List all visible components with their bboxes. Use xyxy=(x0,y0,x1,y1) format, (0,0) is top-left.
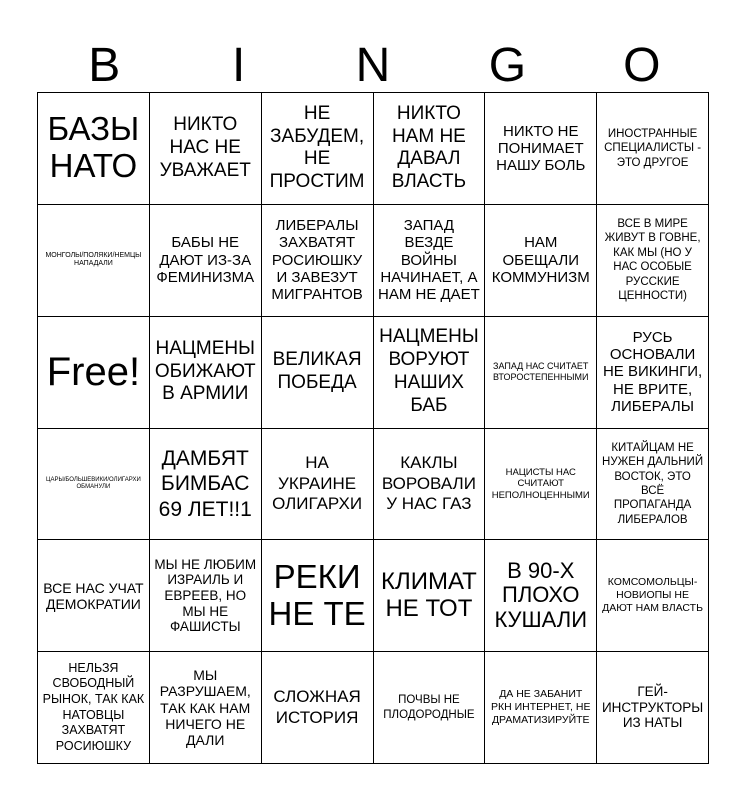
bingo-cell[interactable] xyxy=(597,540,709,652)
cell-text: КИТАЙЦАМ НЕ НУЖЕН ДАЛЬНИЙ ВОСТОК, ЭТО ВСЁ ПРОПАГАНДА ЛИБЕРАЛОВ xyxy=(602,441,704,526)
cell-text: СЛОЖНАЯ ИСТОРИЯ xyxy=(273,687,361,727)
header-letter-b: B xyxy=(88,39,121,92)
bingo-cell[interactable] xyxy=(485,93,597,205)
bingo-cell[interactable] xyxy=(374,93,486,205)
cell-text: КОМСОМОЛЬЦЫ-НОВИОПЫ НЕ ДАЮТ НАМ ВЛАСТЬ xyxy=(602,576,703,615)
bingo-cell[interactable] xyxy=(262,93,374,205)
bingo-cell[interactable] xyxy=(597,205,709,317)
cell-text: РЕКИ НЕ ТЕ xyxy=(268,557,366,632)
cell-text: ВСЕ НАС УЧАТ ДЕМОКРАТИИ xyxy=(43,579,144,612)
header-letter-i: I xyxy=(231,39,246,92)
bingo-cell[interactable] xyxy=(150,317,262,429)
bingo-cell-free[interactable] xyxy=(38,317,150,429)
cell-text: МОНГОЛЫ/ПОЛЯКИ/НЕМЦЫ НАПАДАЛИ xyxy=(45,251,142,268)
cell-text: КАКЛЫ ВОРОВАЛИ У НАС ГАЗ xyxy=(381,453,476,514)
bingo-cell[interactable] xyxy=(485,652,597,764)
header-letter-o: O xyxy=(623,39,661,92)
bingo-cell[interactable] xyxy=(150,93,262,205)
cell-text: МЫ РАЗРУШАЕМ, ТАК КАК НАМ НИЧЕГО НЕ ДАЛИ xyxy=(159,667,251,748)
bingo-cell[interactable] xyxy=(262,205,374,317)
bingo-cell[interactable] xyxy=(38,205,150,317)
cell-text: НИКТО НЕ ПОНИМАЕТ НАШУ БОЛЬ xyxy=(496,122,586,175)
cell-text: ЗАПАД НАС СЧИТАЕТ ВТОРОСТЕПЕННЫМИ xyxy=(493,361,589,383)
bingo-cell[interactable] xyxy=(485,205,597,317)
bingo-cell[interactable] xyxy=(374,205,486,317)
bingo-cell[interactable] xyxy=(374,317,486,429)
cell-text: НАМ ОБЕЩАЛИ КОММУНИЗМ xyxy=(491,234,590,286)
bingo-cell[interactable] xyxy=(150,540,262,652)
header-letter-g: G xyxy=(488,39,527,92)
bingo-cell[interactable] xyxy=(150,429,262,541)
cell-text: ПОЧВЫ НЕ ПЛОДОРОДНЫЕ xyxy=(383,694,475,721)
cell-text: НЕ ЗАБУДЕМ, НЕ ПРОСТИМ xyxy=(269,102,365,193)
bingo-header xyxy=(37,38,709,94)
cell-text: БАЗЫ НАТО xyxy=(47,110,140,185)
bingo-cell[interactable] xyxy=(374,540,486,652)
cell-text: НИКТО НАМ НЕ ДАВАЛ ВЛАСТЬ xyxy=(391,102,467,193)
bingo-cell[interactable] xyxy=(262,540,374,652)
cell-text: ВСЕ В МИРЕ ЖИВУТ В ГОВНЕ, КАК МЫ (НО У НАС ОСОБЫЕ РУССКИЕ ЦЕННОСТИ) xyxy=(604,218,701,302)
bingo-cell[interactable] xyxy=(262,429,374,541)
cell-text: НА УКРАИНЕ ОЛИГАРХИ xyxy=(272,453,363,514)
cell-text: МЫ НЕ ЛЮБИМ ИЗРАИЛЬ И ЕВРЕЕВ, НО МЫ НЕ ФАШИСТЫ xyxy=(154,556,257,635)
cell-text: ЛИБЕРАЛЫ ЗАХВАТЯТ РОСИЮШКУ И ЗАВЕЗУТ МИГРАНТОВ xyxy=(271,217,363,304)
bingo-cell[interactable] xyxy=(374,429,486,541)
cell-text: В 90-Х ПЛОХО КУШАЛИ xyxy=(494,557,588,633)
cell-text: БАБЫ НЕ ДАЮТ ИЗ-ЗА ФЕМИНИЗМА xyxy=(156,234,255,286)
bingo-cell[interactable] xyxy=(597,93,709,205)
header-letter-n: N xyxy=(355,39,391,92)
bingo-cell[interactable] xyxy=(485,429,597,541)
bingo-cell[interactable] xyxy=(485,540,597,652)
cell-text: РУСЬ ОСНОВАЛИ НЕ ВИКИНГИ, НЕ ВРИТЕ, ЛИБЕРАЛЫ xyxy=(602,328,703,415)
bingo-cell[interactable] xyxy=(597,429,709,541)
bingo-cell[interactable] xyxy=(262,652,374,764)
bingo-cell[interactable] xyxy=(597,317,709,429)
bingo-cell[interactable] xyxy=(38,540,150,652)
bingo-cell[interactable] xyxy=(262,317,374,429)
bingo-cell[interactable] xyxy=(150,652,262,764)
bingo-cell[interactable] xyxy=(38,93,150,205)
cell-text: НИКТО НАС НЕ УВАЖАЕТ xyxy=(159,114,251,181)
cell-text: ВЕЛИКАЯ ПОБЕДА xyxy=(272,349,362,394)
cell-text: ДАМБЯТ БИМБАС 69 ЛЕТ!!1 xyxy=(158,447,252,521)
cell-text: НАЦИСТЫ НАС СЧИТАЮТ НЕПОЛНОЦЕННЫМИ xyxy=(491,466,590,501)
bingo-cell[interactable] xyxy=(38,652,150,764)
bingo-cell[interactable] xyxy=(150,205,262,317)
bingo-cell[interactable] xyxy=(485,317,597,429)
cell-text: ЦАРЫ/БОЛЬШЕВИКИ/ОЛИГАРХИ ОБМАНУЛИ xyxy=(46,476,141,490)
cell-text: Free! xyxy=(46,350,141,395)
cell-text: ГЕЙ-ИНСТРУКТОРЫ ИЗ НАТЫ xyxy=(601,684,704,731)
cell-text: ДА НЕ ЗАБАНИТ РКН ИНТЕРНЕТ, НЕ ДРАМАТИЗИРУЙТЕ xyxy=(491,687,591,727)
cell-text: НАЦМЕНЫ ВОРУЮТ НАШИХ БАБ xyxy=(379,326,479,416)
bingo-cell[interactable] xyxy=(597,652,709,764)
bingo-cell[interactable] xyxy=(374,652,486,764)
cell-text: КЛИМАТ НЕ ТОТ xyxy=(381,567,477,622)
bingo-cell[interactable] xyxy=(38,429,150,541)
cell-text: НЕЛЬЗЯ СВОБОДНЫЙ РЫНОК, ТАК КАК НАТОВЦЫ ЗАХВАТЯТ РОСИЮШКУ xyxy=(42,660,145,753)
cell-text: ЗАПАД ВЕЗДЕ ВОЙНЫ НАЧИНАЕТ, А НАМ НЕ ДАЕТ xyxy=(377,217,480,304)
bingo-grid xyxy=(37,92,709,764)
cell-text: НАЦМЕНЫ ОБИЖАЮТ В АРМИИ xyxy=(154,337,256,405)
cell-text: ИНОСТРАННЫЕ СПЕЦИАЛИСТЫ - ЭТО ДРУГОЕ xyxy=(604,127,702,169)
